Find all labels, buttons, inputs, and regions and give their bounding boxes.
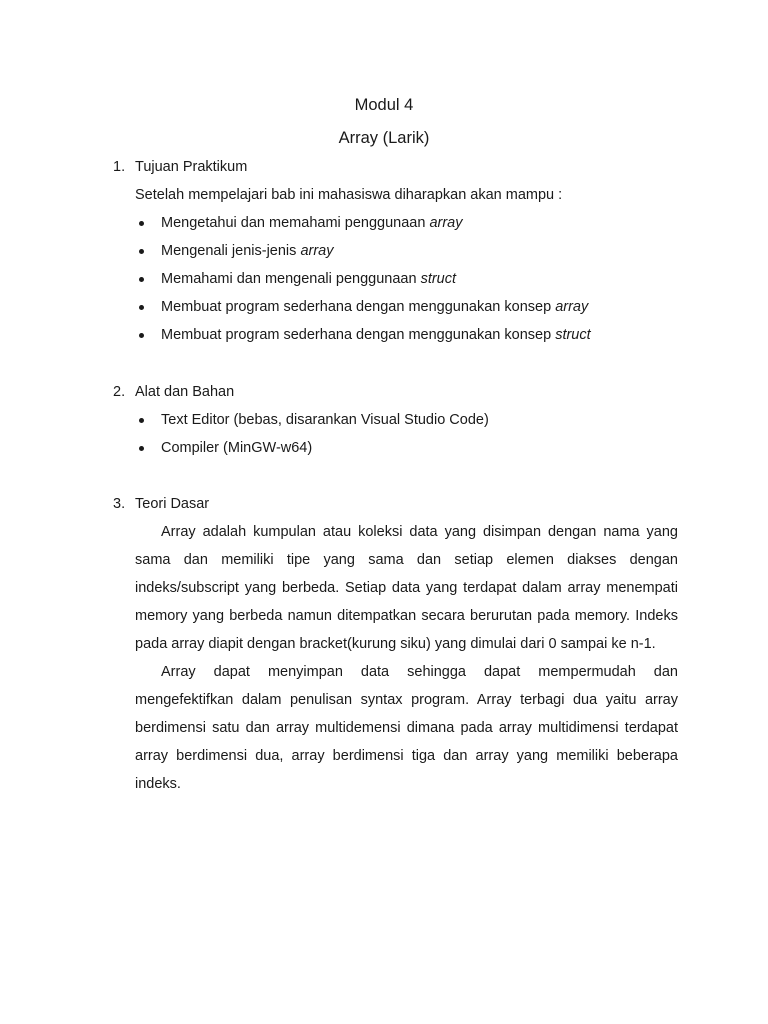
list-item: Text Editor (bebas, disarankan Visual Studio Code) xyxy=(135,406,678,434)
section-heading xyxy=(113,490,678,518)
bullet-icon xyxy=(139,277,144,282)
section-heading-text: Alat dan Bahan xyxy=(135,384,235,400)
section-heading xyxy=(113,378,678,406)
module-title: Modul 4 xyxy=(354,96,414,114)
paragraph: Array adalah kumpulan atau koleksi data yang disimpan dengan nama yang sama dan memiliki tipe yang sama dan setiap elemen diakses dengan indeks/subscript yang berbeda. Setiap data yang terdapat dalam array menempati memory yang berbeda namun ditempatkan secara berurutan pada memory. Indeks pada array diapit dengan bracket(kurung siku) yang dimulai dari 0 sampai ke n-1. xyxy=(135,524,678,652)
section-heading-text: Tujuan Praktikum xyxy=(135,159,248,175)
bullet-icon xyxy=(139,305,144,310)
section-number: 3. xyxy=(113,496,126,512)
section-heading-text: Teori Dasar xyxy=(135,496,210,512)
list-item: Mengenali jenis-jenis array xyxy=(135,237,678,265)
list-item: Compiler (MinGW-w64) xyxy=(135,434,678,462)
bullet-icon xyxy=(139,418,144,423)
list-item: Memahami dan mengenali penggunaan struct xyxy=(135,265,678,293)
bullet-icon xyxy=(139,446,144,451)
section-alat-dan-bahan xyxy=(113,378,678,462)
objectives-list xyxy=(113,209,678,349)
list-item: Membuat program sederhana dengan menggunakan konsep struct xyxy=(135,321,678,349)
bullet-icon xyxy=(139,333,144,338)
section-heading xyxy=(113,153,678,181)
section-teori-dasar xyxy=(113,490,678,798)
section-tujuan-praktikum xyxy=(113,153,678,349)
bullet-icon xyxy=(139,249,144,254)
tools-list xyxy=(113,406,678,462)
paragraph: Array dapat menyimpan data sehingga dapat mempermudah dan mengefektifkan dalam penulisan syntax program. Array terbagi dua yaitu array berdimensi satu dan array multidemensi dimana pada array multidimensi terdapat array berdimensi dua, array berdimensi tiga dan array yang memiliki beberapa indeks. xyxy=(135,664,678,792)
bullet-icon xyxy=(139,221,144,226)
section-number: 2. xyxy=(113,384,126,400)
list-item: Membuat program sederhana dengan menggunakan konsep array xyxy=(135,293,678,321)
section-number: 1. xyxy=(113,159,126,175)
section-intro: Setelah mempelajari bab ini mahasiswa diharapkan akan mampu : xyxy=(135,187,563,203)
list-item: Mengetahui dan memahami penggunaan array xyxy=(135,209,678,237)
module-subtitle: Array (Larik) xyxy=(338,129,430,147)
